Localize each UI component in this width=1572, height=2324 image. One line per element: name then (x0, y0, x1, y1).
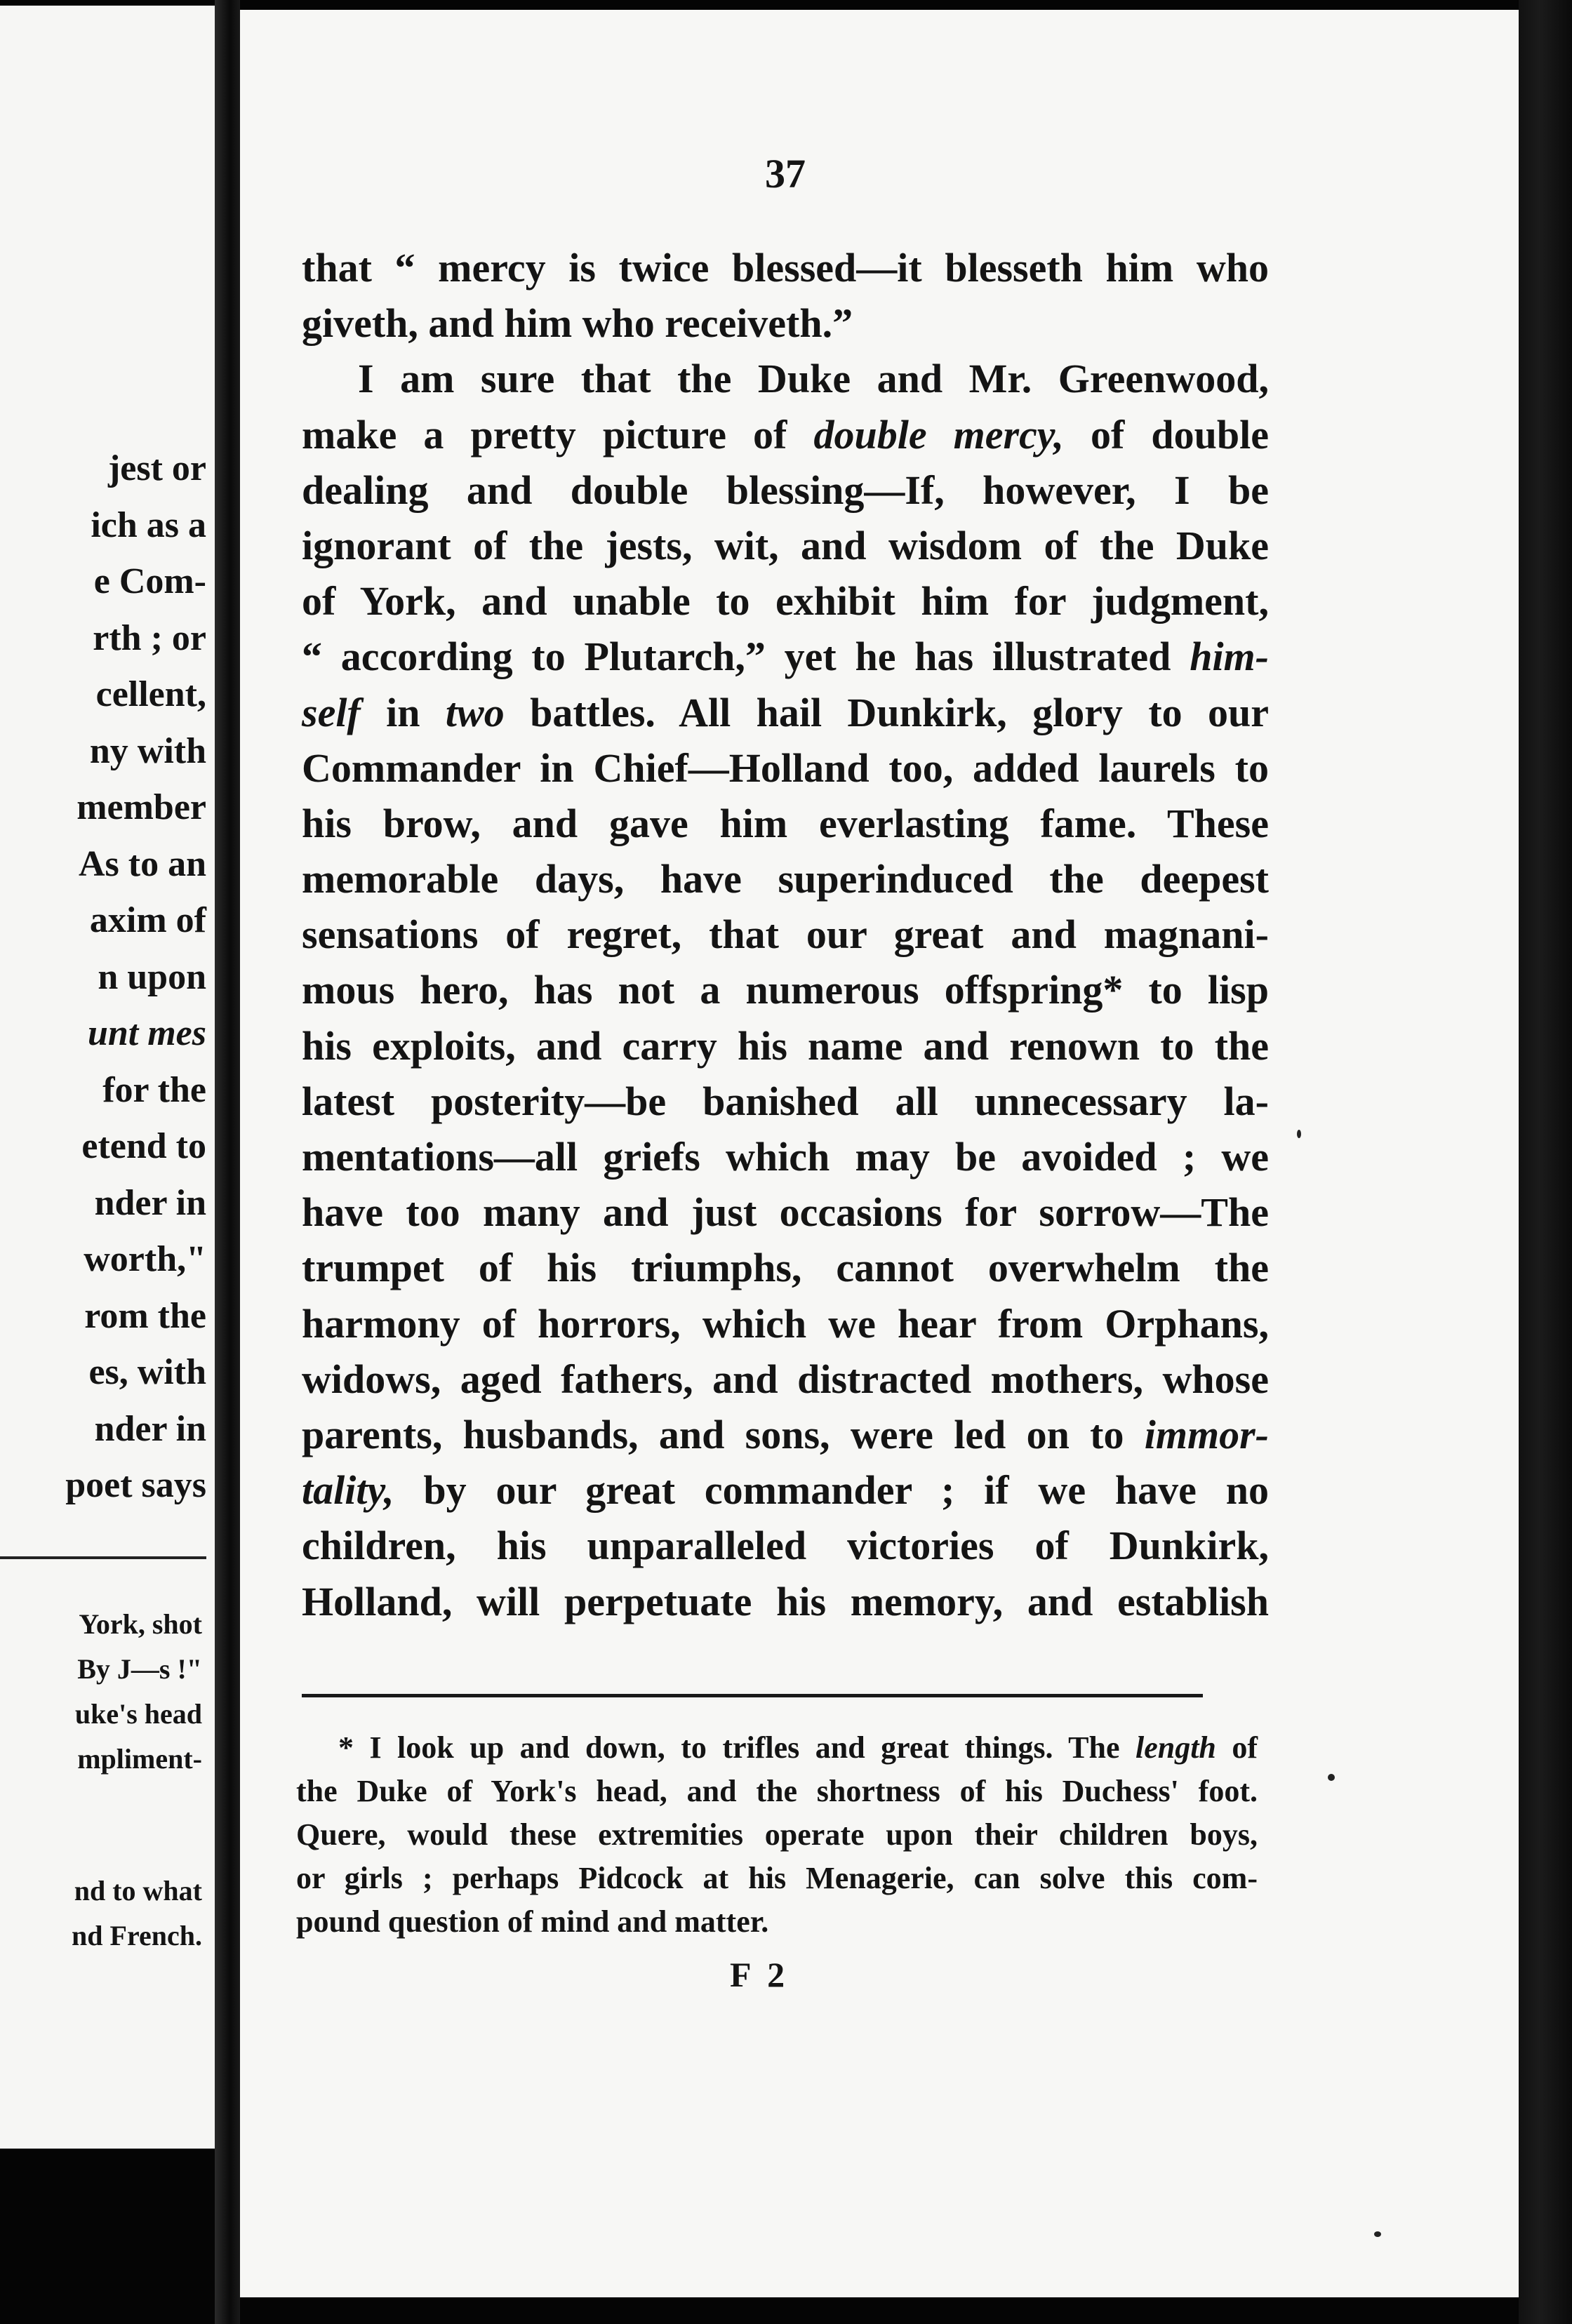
body-line: mous hero, has not a numerous offspring* to lisp (302, 967, 1269, 1013)
body-line: have too many and just occasions for sorrow—The (302, 1189, 1269, 1236)
left-page-line: axim of (89, 900, 206, 940)
body-line: of York, and unable to exhibit him for judgment, (302, 578, 1269, 625)
body-line: latest posterity—be banished all unnecessary la- (302, 1078, 1269, 1124)
body-line: Holland, will perpetuate his memory, and establish (302, 1578, 1269, 1624)
left-page-line: poet says (65, 1465, 206, 1505)
body-line: his exploits, and carry his name and renown to the (302, 1022, 1269, 1069)
left-footnote-line: mpliment- (77, 1743, 202, 1775)
left-footnote-text (0, 1602, 202, 1782)
body-line: make a pretty picture of double mercy, of double (302, 411, 1269, 458)
signature-mark: F 2 (730, 1955, 790, 1994)
body-line: parents, husbands, and sons, were led on to immor- (302, 1411, 1269, 1457)
body-line: giveth, and him who receiveth.” (302, 300, 853, 347)
footnote-line: pound question of mind and matter. (296, 1904, 769, 1939)
left-footnote-text-2 (0, 1869, 202, 1958)
left-footnote-line: nd French. (72, 1920, 202, 1951)
left-footnote-line: By J—s !" (77, 1653, 202, 1685)
ink-speck (1328, 1774, 1335, 1781)
footnote (296, 1726, 1258, 1944)
footnote-line: the Duke of York's head, and the shortness of his Duchess' foot. (296, 1774, 1258, 1808)
body-line: trumpet of his triumphs, cannot overwhelm the (302, 1245, 1269, 1291)
left-page-line: ich as a (91, 505, 206, 545)
left-page-line: etend to (81, 1126, 206, 1166)
left-page-line: cellent, (95, 674, 206, 714)
body-line: “ according to Plutarch,” yet he has illustrated him- (302, 634, 1269, 680)
left-page-line: As to an (78, 843, 206, 884)
left-page-line: worth," (84, 1239, 206, 1279)
body-line: widows, aged fathers, and distracted mothers, whose (302, 1356, 1269, 1402)
left-page-line: rom the (84, 1295, 206, 1336)
left-page-line: for the (102, 1069, 206, 1110)
footnote-line: * I look up and down, to trifles and great things. The length of (338, 1730, 1258, 1765)
left-page-line: ny with (89, 730, 206, 771)
ink-speck (1374, 2231, 1381, 2237)
body-line: dealing and double blessing—If, however, I be (302, 467, 1269, 513)
left-footnote-line: uke's head (74, 1698, 202, 1730)
left-page-line: nder in (94, 1182, 206, 1223)
left-page-text (0, 441, 206, 1514)
left-page-line: es, with (88, 1352, 206, 1392)
page-edge (1519, 0, 1572, 2324)
body-line: ignorant of the jests, wit, and wisdom of the Duke (302, 522, 1269, 568)
body-line: mentations—all griefs which may be avoided ; we (302, 1134, 1269, 1180)
footnote-line: or girls ; perhaps Pidcock at his Menagerie, can solve this com- (296, 1861, 1258, 1895)
footnote-rule (302, 1694, 1203, 1697)
body-line: I am sure that the Duke and Mr. Greenwood, (358, 356, 1269, 402)
left-page-line: member (76, 787, 206, 827)
body-line: his brow, and gave him everlasting fame. These (302, 800, 1269, 846)
body-line: self in two battles. All hail Dunkirk, glory to our (302, 689, 1270, 735)
body-line: sensations of regret, that our great and magnani- (302, 911, 1269, 958)
left-page-line: n upon (98, 956, 206, 997)
left-page-line: e Com- (93, 561, 206, 601)
footnote-line: Quere, would these extremities operate upon their children boys, (296, 1817, 1258, 1852)
left-footnote-line: York, shot (79, 1608, 202, 1640)
ink-speck (1297, 1130, 1301, 1138)
book-gutter (215, 0, 240, 2324)
left-page-line: jest or (107, 448, 206, 488)
left-page-line: nder in (94, 1408, 206, 1449)
left-footnote-rule (0, 1556, 206, 1559)
body-line: that “ mercy is twice blessed—it blesseth him who (302, 245, 1269, 290)
body-line: children, his unparalleled victories of Dunkirk, (302, 1523, 1269, 1569)
body-line: tality, by our great commander ; if we have no (302, 1467, 1269, 1514)
left-footnote-line: nd to what (74, 1875, 202, 1906)
body-line: memorable days, have superinduced the deepest (302, 856, 1269, 902)
body-line: Commander in Chief—Holland too, added laurels to (302, 744, 1269, 791)
page-number: 37 (765, 151, 806, 196)
left-page (0, 6, 215, 2149)
left-page-line: rth ; or (93, 617, 206, 658)
left-page-line: unt mes (87, 1013, 206, 1053)
body-text (302, 240, 1269, 1629)
body-line: harmony of horrors, which we hear from Orphans, (302, 1300, 1269, 1347)
